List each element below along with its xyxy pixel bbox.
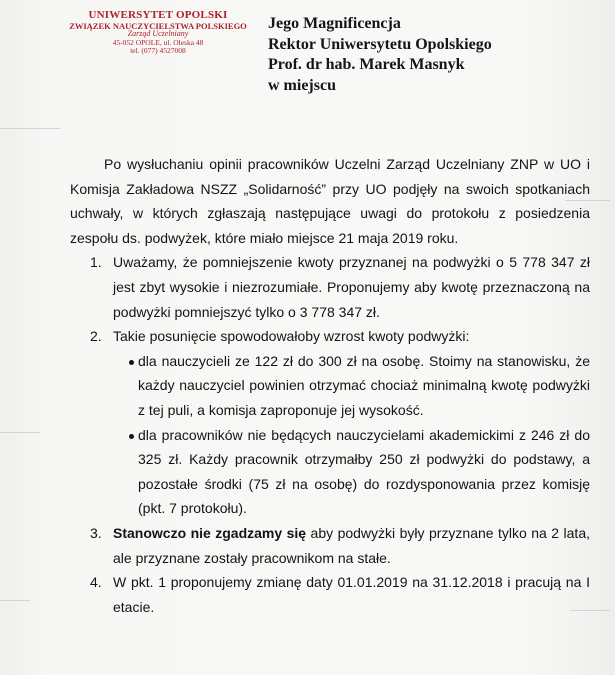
scan-noise (0, 128, 60, 129)
stamp-line: UNIWERSYTET OPOLSKI (88, 9, 228, 21)
point-item (70, 324, 590, 521)
point-number: 3. (90, 524, 102, 541)
bullet-list (113, 349, 590, 521)
addressee-line: Prof. dr hab. Marek Masnyk (268, 56, 465, 73)
point-text: Uważamy, że pomniejszenie kwoty przyznanej na podwyżki o 5 778 347 zł jest zbyt wysokie i niezrozumiałe. Proponujemy aby kwotę przeznaczoną na podwyżki pomniejszyć tylko o 3 778 347 zł. (113, 254, 590, 320)
point-text: W pkt. 1 proponujemy zmianę daty 01.01.2019 na 31.12.2018 i pracują na I etacie. (113, 574, 590, 615)
bullet-text: dla pracowników nie będących nauczycielami akademickimi z 246 zł do 325 zł. Każdy pracownik otrzymałby 250 zł podwyżki do podstawy, a pozostałe środki (75 zł na osobę) do rozdysponowania przez komisję (pkt. 7 protokołu). (138, 426, 590, 517)
scan-noise (0, 600, 30, 601)
addressee-line: w miejscu (268, 76, 336, 94)
point-number: 4. (90, 574, 102, 591)
intro-paragraph: Po wysłuchaniu opinii pracowników Uczelni Zarząd Uczelniany ZNP w UO i Komisja Zakładowa NSZZ „Solidarność” przy UO podjęły na swoich spotkaniach uchwały, w których zgłaszają następujące uwagi do protokołu z posiedzenia zespołu ds. podwyżek, które miało miejsce 21 maja 2019 roku. (70, 156, 590, 246)
point-emphasis: Stanowczo nie zgadzamy się (113, 524, 307, 541)
scan-noise (0, 432, 40, 433)
stamp-line: Zarząd Uczelniany (127, 29, 189, 39)
addressee-line: Jego Magnificencja (268, 15, 401, 32)
addressee-block (268, 14, 492, 96)
point-item (70, 521, 590, 570)
bullet-item (113, 349, 590, 423)
points-list (70, 250, 590, 619)
bullet-item (113, 423, 590, 521)
point-number: 2. (90, 328, 102, 345)
stamp-line: 45-052 OPOLE, ul. Oleska 48 (112, 37, 204, 47)
stamp-line: tel. (077) 4527008 (130, 45, 186, 55)
point-item (70, 250, 590, 324)
point-number: 1. (90, 254, 102, 271)
bullet-text: dla nauczycieli ze 122 zł do 300 zł na osobę. Stoimy na stanowisku, że każdy nauczyciel powinien otrzymać chociaż minimalną kwotę podwyżki z tej puli, a komisja zaproponuje jej wysokość. (138, 352, 590, 418)
letter-body (70, 152, 590, 619)
point-text: Takie posunięcie spowodowałoby wzrost kwoty podwyżki: (113, 328, 470, 345)
stamp-line: ZWIĄZEK NAUCZYCIELSTWA POLSKIEGO (69, 20, 247, 31)
point-item (70, 570, 590, 619)
addressee-line: Rektor Uniwersytetu Opolskiego (268, 35, 492, 53)
point-text: aby podwyżki były przyznane tylko na 2 lata, ale przyznane zostały pracownikom na stałe. (113, 524, 590, 566)
bullet-icon (129, 434, 134, 439)
bullet-icon (129, 360, 134, 365)
union-stamp (58, 10, 258, 55)
